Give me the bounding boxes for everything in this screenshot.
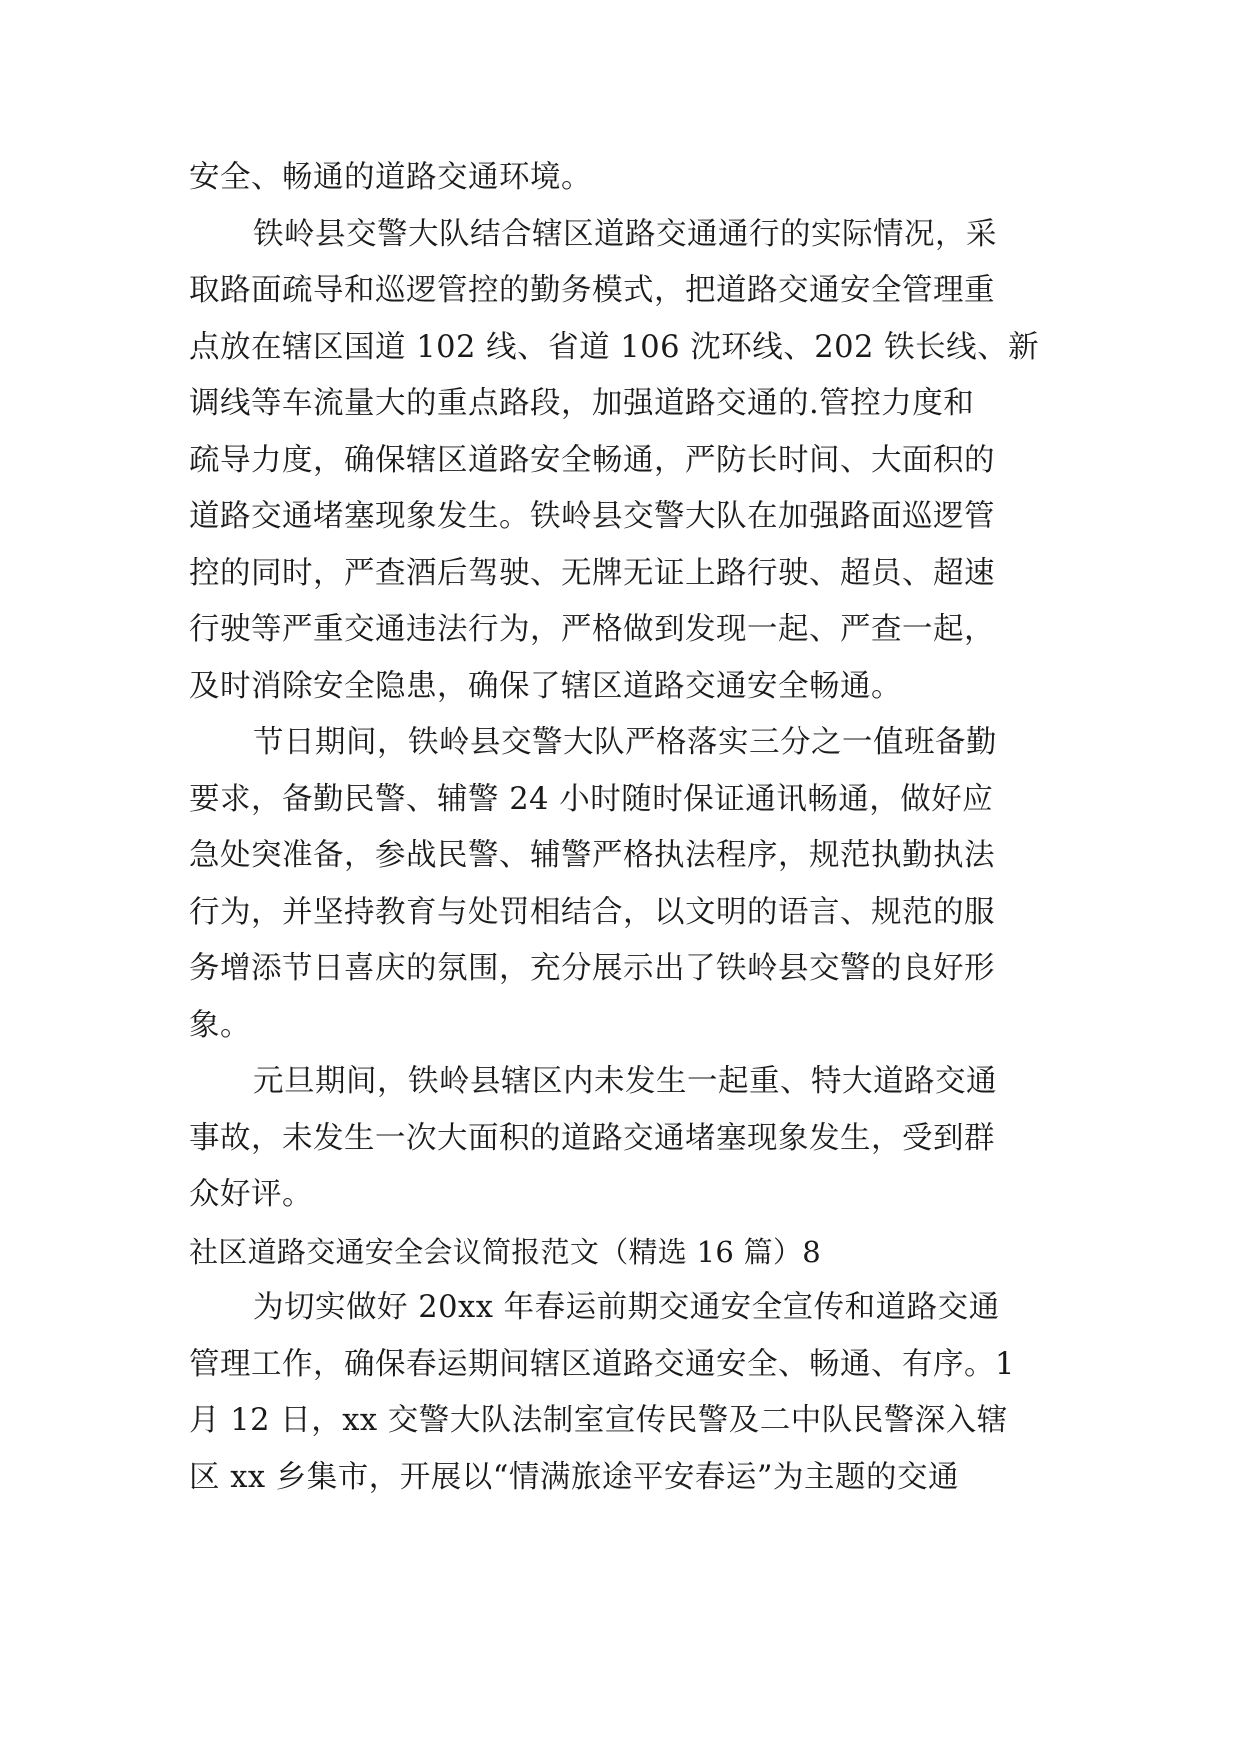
text-line: 控的同时，严查酒后驾驶、无牌无证上路行驶、超员、超速 [189,555,995,591]
paragraph-start: 为切实做好 20xx 年春运前期交通安全宣传和道路交通 [253,1290,1000,1325]
text-line: 众好评。 [189,1177,313,1212]
document-body [189,150,1061,1506]
text-line: 月 12 日，xx 交警大队法制室宣传民警及二中队民警深入辖 [189,1403,1008,1438]
text-line: 象。 [189,1007,251,1043]
paragraph-start: 元旦期间，铁岭县辖区内未发生一起重、特大道路交通 [253,1064,997,1099]
paragraph-start: 节日期间，铁岭县交警大队严格落实三分之一值班备勤 [253,725,997,760]
text-line: 事故，未发生一次大面积的道路交通堵塞现象发生，受到群 [189,1120,995,1156]
paragraph-start: 铁岭县交警大队结合辖区道路交通通行的实际情况，采 [253,216,997,252]
text-line: 要求，备勤民警、辅警 24 小时随时保证通讯畅通，做好应 [189,781,994,817]
text-line: 调线等车流量大的重点路段，加强道路交通的.管控力度和 [189,386,975,421]
text-line: 管理工作，确保春运期间辖区道路交通安全、畅通、有序。1 [189,1346,1015,1382]
text-line: 行为，并坚持教育与处罚相结合，以文明的语言、规范的服 [189,894,995,930]
text-line: 区 xx 乡集市，开展以“情满旅途平安春运”为主题的交通 [189,1459,959,1495]
text-line: 及时消除安全隐患，确保了辖区道路交通安全畅通。 [189,668,902,704]
text-line: 急处突准备，参战民警、辅警严格执法程序，规范执勤执法 [189,838,995,873]
text-line: 道路交通堵塞现象发生。铁岭县交警大队在加强路面巡逻管 [189,499,995,534]
text-line: 取路面疏导和巡逻管控的勤务模式，把道路交通安全管理重 [189,273,995,308]
text-line: 点放在辖区国道 102 线、省道 106 沈环线、202 铁长线、新 [189,329,1040,365]
text-line: 行驶等严重交通违法行为，严格做到发现一起、严查一起， [189,612,995,647]
text-line: 疏导力度，确保辖区道路安全畅通，严防长时间、大面积的 [189,442,995,478]
text-line: 安全、畅通的道路交通环境。 [189,160,592,195]
section-heading: 社区道路交通安全会议简报范文（精选 16 篇）8 [189,1234,821,1269]
text-line: 务增添节日喜庆的氛围，充分展示出了铁岭县交警的良好形 [189,951,995,986]
